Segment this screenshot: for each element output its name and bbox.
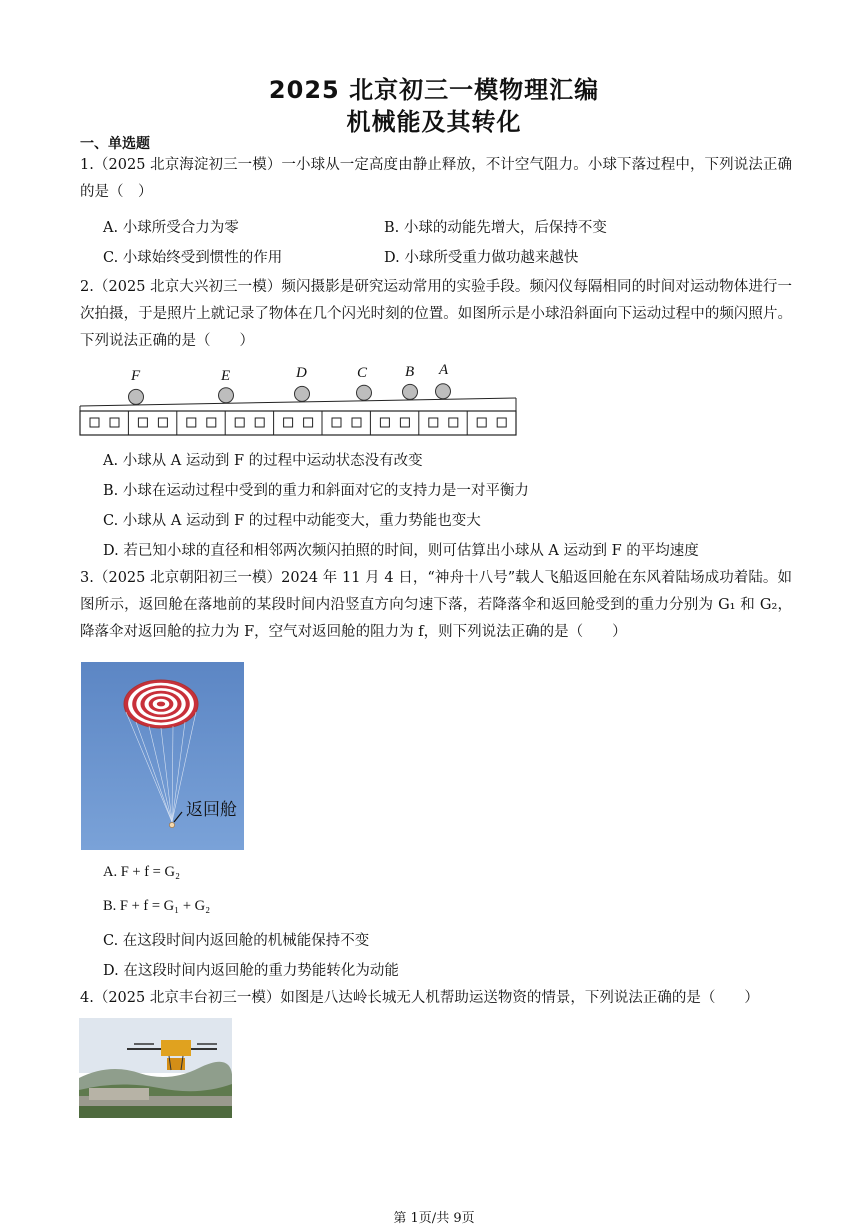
question-4-text: 4.（2025 北京丰台初三一模）如图是八达岭长城无人机帮助运送物资的情景，下列说法正确的是（ ） [80,990,759,1006]
film-hole [90,418,99,427]
film-hole [429,418,438,427]
film-strip-holes [90,411,506,435]
film-hole [497,418,506,427]
label-a: A [439,362,449,378]
q3-option-d: D. 在这段时间内返回舱的重力势能转化为动能 [103,963,399,979]
ball [436,384,451,399]
page-footer: 第 1页/共 9页 [393,1211,475,1226]
film-hole [284,418,293,427]
q1-option-b: B. 小球的动能先增大，后保持不变 [384,220,607,236]
question-3-text: 3.（2025 北京朝阳初三一模）2024 年 11 月 4 日，“神舟十八号”载人飞船返回舱在东风着陆场成功着陆。如图所示，返回舱在落地前的某段时间内沿竖直方向匀速下落，若降落伞和返回舱受到的重力分别为 G₁ 和 G₂，降落伞对返回舱的拉力为 F，空气对返回舱的阻力为 f，则下列说法正确的是（ ） [80,570,792,640]
film-hole [110,418,119,427]
label-e: E [221,368,231,384]
q2-option-a: A. 小球从 A 运动到 F 的过程中运动状态没有改变 [103,453,423,469]
label-c: C [357,365,368,381]
film-hole [187,418,196,427]
ball [357,385,372,400]
q1-option-d: D. 小球所受重力做功越来越快 [384,250,579,266]
capsule-label: 返回舱 [186,800,237,820]
film-hole [400,418,409,427]
q3-option-c: C. 在这段时间内返回舱的机械能保持不变 [103,933,370,949]
drone-photo [79,1018,232,1118]
film-hole [138,418,147,427]
q2-option-b: B. 小球在运动过程中受到的重力和斜面对它的支持力是一对平衡力 [103,483,529,499]
film-hole [352,418,361,427]
label-f: F [131,368,141,384]
film-hole [332,418,341,427]
label-b: B [405,364,415,380]
title-line-1: 2025 北京初三一模物理汇编 [268,76,600,104]
ball [295,386,310,401]
ball [129,389,144,404]
section-heading: 一、单选题 [80,136,150,152]
film-hole [255,418,264,427]
film-hole [477,418,486,427]
q2-option-d: D. 若已知小球的直径和相邻两次频闪拍照的时间，则可估算出小球从 A 运动到 F 的平均速度 [103,543,699,559]
q1-option-c: C. 小球始终受到惯性的作用 [103,250,283,266]
question-1-text: 1.（2025 北京海淀初三一模）一小球从一定高度由静止释放，不计空气阻力。小球下落过程中，下列说法正确的是（ ） [80,157,792,200]
q3-option-a: A. F + f = G₂ [103,864,180,880]
q2-option-c: C. 小球从 A 运动到 F 的过程中动能变大，重力势能也变大 [103,513,481,529]
film-hole [158,418,167,427]
parachute-photo [81,662,244,850]
ball [403,384,418,399]
ball-positions [129,384,451,405]
film-hole [304,418,313,427]
q1-option-a: A. 小球所受合力为零 [103,220,239,236]
q3-option-b: B. F + f = G₁ + G₂ [103,898,211,914]
film-hole [235,418,244,427]
film-hole [449,418,458,427]
film-hole [207,418,216,427]
question-2-text: 2.（2025 北京大兴初三一模）频闪摄影是研究运动常用的实验手段。频闪仪每隔相同的时间对运动物体进行一次拍摄，于是照片上就记录了物体在几个闪光时刻的位置。如图所示是小球沿斜面向下运动过程中的频闪照片。下列说法正确的是（ ） [80,279,792,349]
title-line-2: 机械能及其转化 [346,108,522,136]
film-hole [380,418,389,427]
label-d: D [296,365,307,381]
ball [219,388,234,403]
